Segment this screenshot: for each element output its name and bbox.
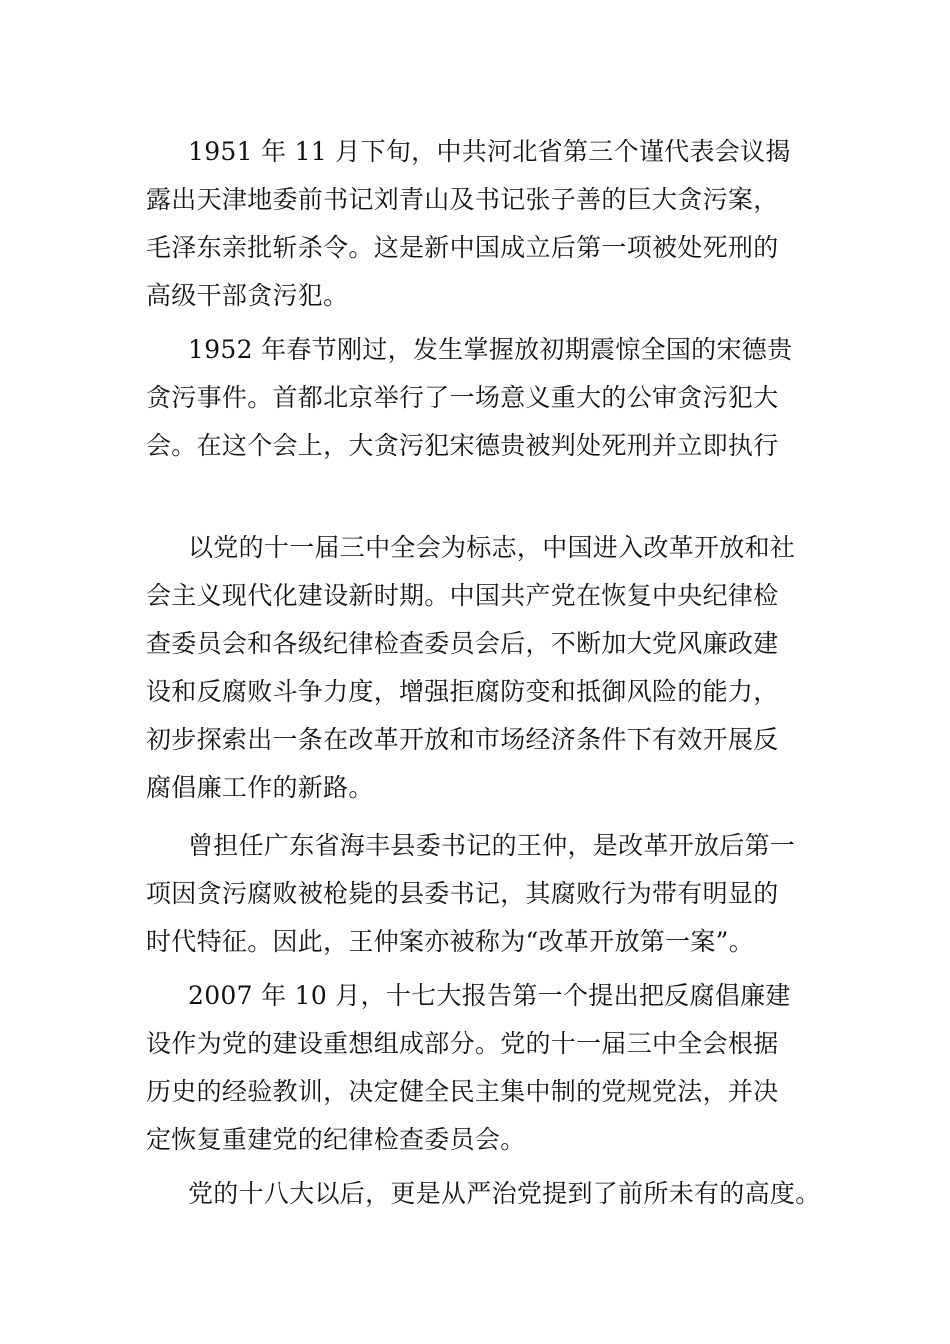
text-line: 贪污事件。首都北京举行了一场意义重大的公审贪污犯大 (146, 383, 779, 412)
text-line: 设作为党的建设重想组成部分。党的十一届三中全会根据 (146, 1029, 779, 1058)
text-line: 高级干部贪污犯。 (146, 281, 349, 310)
text-line: 时代特征。因此，王仲案亦被称为“改革开放第一案”。 (146, 927, 755, 956)
paragraph-3 (146, 524, 822, 812)
text-line: 初步探索出一条在改革开放和市场经济条件下有效开展反 (146, 725, 779, 754)
text-line: 党的十八大以后，更是从严治党提到了前所未有的高度。 (188, 1179, 821, 1208)
text-line: 以党的十一届三中全会为标志，中国进入改革开放和社 (188, 533, 796, 562)
paragraph-4 (146, 822, 822, 966)
text-line: 项因贪污腐败被枪毙的县委书记，其腐败行为带有明显的 (146, 879, 779, 908)
text-line: 腐倡廉工作的新路。 (146, 773, 374, 802)
text-line: 2007 年 10 月，十七大报告第一个提出把反腐倡廉建 (188, 981, 791, 1010)
text-line: 曾担任广东省海丰县委书记的王仲，是改革开放后第一 (188, 831, 796, 860)
text-line: 设和反腐败斗争力度，增强拒腐防变和抵御风险的能力， (146, 677, 779, 706)
paragraph-2 (146, 326, 822, 470)
text-line: 毛泽东亲批斩杀令。这是新中国成立后第一项被处死刑的 (146, 233, 779, 262)
text-line: 会。在这个会上，大贪污犯宋德贵被判处死刑并立即执行 (146, 431, 779, 460)
text-line: 1952 年春节刚过，发生掌握放初期震惊全国的宋德贵 (188, 335, 793, 364)
text-line: 查委员会和各级纪律检查委员会后，不断加大党风廉政建 (146, 629, 779, 658)
text-line: 历史的经验教训，决定健全民主集中制的党规党法，并决 (146, 1077, 779, 1106)
paragraph-1 (146, 128, 822, 320)
paragraph-5 (146, 972, 822, 1164)
text-line: 会主义现代化建设新时期。中国共产党在恢复中央纪律检 (146, 581, 779, 610)
text-line: 1951 年 11 月下旬，中共河北省第三个谨代表会议揭 (188, 137, 791, 166)
paragraph-6 (146, 1170, 822, 1218)
text-line: 露出天津地委前书记刘青山及书记张子善的巨大贪污案， (146, 185, 779, 214)
text-line: 定恢复重建党的纪律检查委员会。 (146, 1125, 526, 1154)
